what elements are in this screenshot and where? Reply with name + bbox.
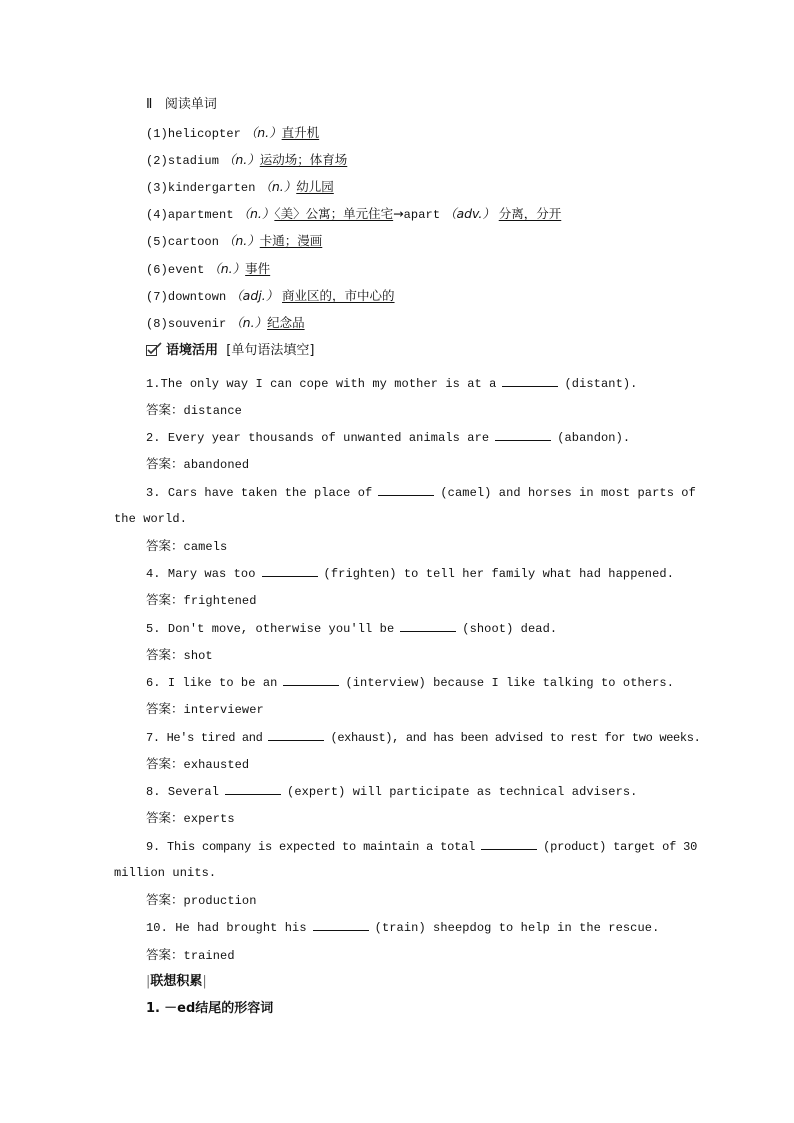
question-4: 4. Mary was too (frighten) to tell her family what had happened. bbox=[146, 567, 675, 581]
bracket-bar-left: | bbox=[146, 974, 151, 989]
answer-9: 答案：production bbox=[146, 892, 257, 908]
word-item: (6)event （n.）事件 bbox=[146, 261, 271, 277]
answer-5: 答案：shot bbox=[146, 647, 213, 663]
answer-7: 答案：exhausted bbox=[146, 756, 250, 772]
answer-8: 答案：experts bbox=[146, 810, 235, 826]
question-8: 8. Several (expert) will participate as technical advisers. bbox=[146, 785, 638, 799]
answer-1: 答案：distance bbox=[146, 402, 242, 418]
word-item: (5)cartoon （n.）卡通；漫画 bbox=[146, 233, 323, 249]
word-item: (7)downtown （adj.） 商业区的，市中心的 bbox=[146, 288, 395, 304]
subsection-heading: 1. －ed结尾的形容词 bbox=[146, 1001, 274, 1016]
question-9: 9. This company is expected to maintain a total (product) target of 30 bbox=[146, 840, 698, 854]
answer-blank bbox=[283, 674, 339, 686]
answer-2: 答案：abandoned bbox=[146, 456, 250, 472]
question-3-continued: the world. bbox=[114, 512, 188, 526]
question-9-continued: million units. bbox=[114, 866, 217, 880]
section-title: 阅读单词 bbox=[164, 97, 217, 112]
question-5: 5. Don't move, otherwise you'll be (shoot) dead. bbox=[146, 622, 558, 636]
bracket-bar-right: | bbox=[202, 974, 207, 989]
arrow-icon: → bbox=[393, 206, 404, 221]
question-1: 1.The only way I can cope with my mother is at a (distant). bbox=[146, 377, 638, 391]
answer-3: 答案：camels bbox=[146, 538, 228, 554]
answer-blank bbox=[495, 429, 551, 441]
word-item: (8)souvenir （n.）纪念品 bbox=[146, 315, 305, 331]
answer-blank bbox=[268, 729, 324, 741]
answer-blank bbox=[481, 838, 537, 850]
answer-blank bbox=[262, 565, 318, 577]
exercise-heading bbox=[146, 342, 314, 359]
answer-4: 答案：frightened bbox=[146, 592, 257, 608]
word-item: (4)apartment （n.）〈美〉公寓；单元住宅→apart （adv.） 分离，分开 bbox=[146, 206, 562, 222]
answer-6: 答案：interviewer bbox=[146, 701, 264, 717]
exercise-subtitle: [单句语法填空] bbox=[226, 343, 315, 358]
answer-blank bbox=[225, 783, 281, 795]
word-item: (3)kindergarten （n.）幼儿园 bbox=[146, 179, 334, 195]
section-numeral: Ⅱ bbox=[146, 97, 153, 112]
question-2: 2. Every year thousands of unwanted animals are (abandon). bbox=[146, 431, 631, 445]
answer-blank bbox=[313, 919, 369, 931]
question-3: 3. Cars have taken the place of (camel) and horses in most parts of bbox=[146, 486, 696, 500]
answer-blank bbox=[400, 620, 456, 632]
question-10: 10. He had brought his (train) sheepdog to help in the rescue. bbox=[146, 921, 660, 935]
answer-blank bbox=[378, 484, 434, 496]
question-7: 7. He's tired and (exhaust), and has been advised to rest for two weeks. bbox=[146, 731, 701, 745]
association-heading: |联想积累| bbox=[146, 974, 207, 989]
answer-10: 答案：trained bbox=[146, 947, 235, 963]
question-6: 6. I like to be an (interview) because I like talking to others. bbox=[146, 676, 675, 690]
check-icon bbox=[146, 342, 162, 356]
word-item: (2)stadium （n.）运动场；体育场 bbox=[146, 152, 348, 168]
answer-blank bbox=[502, 375, 558, 387]
word-item: (1)helicopter （n.）直升机 bbox=[146, 125, 320, 141]
exercise-label: 语境活用 bbox=[166, 343, 219, 358]
section-heading bbox=[146, 97, 217, 113]
